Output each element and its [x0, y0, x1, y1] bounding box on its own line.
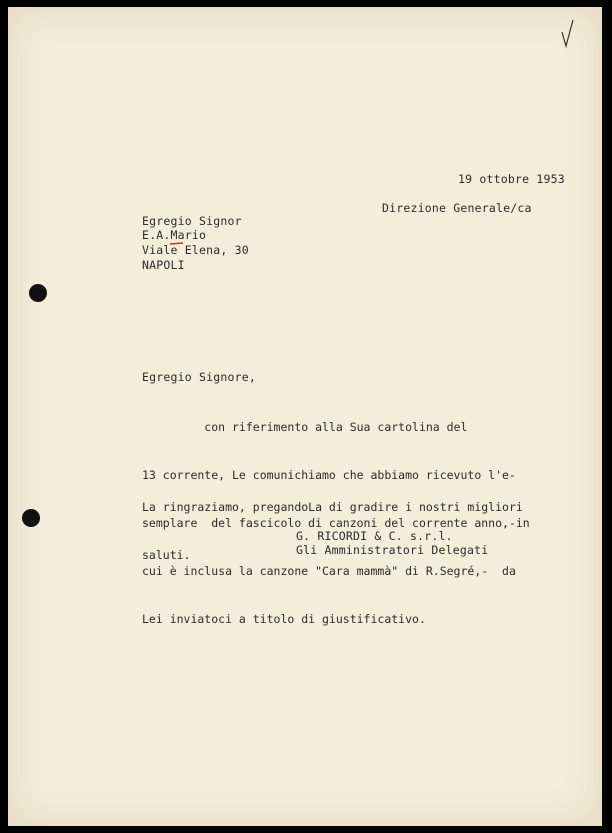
- recipient-city: NAPOLI: [142, 258, 185, 272]
- letter-reference: Direzione Generale/ca: [382, 201, 532, 215]
- recipient-street: Viale Elena, 30: [142, 243, 249, 257]
- punch-hole-top: [29, 284, 47, 302]
- red-pencil-underline: [170, 240, 184, 246]
- body-line-2: 13 corrente, Le comunichiamo che abbiamo ricevuto l'e-: [142, 468, 516, 482]
- punch-hole-bottom: [22, 509, 40, 527]
- company-name: G. RICORDI & C. s.r.l.: [296, 529, 453, 543]
- closing-line-2: saluti.: [142, 548, 191, 562]
- body-line-4: cui è inclusa la canzone "Cara mammà" di R.Segré,- da: [142, 564, 516, 578]
- check-mark-icon: [560, 18, 576, 50]
- salutation: Egregio Signore,: [142, 370, 256, 384]
- body-line-3: semplare del fascicolo di canzoni del corrente anno,-in: [142, 516, 530, 530]
- closing-line-1: La ringraziamo, pregandoLa di gradire i nostri migliori: [142, 500, 523, 514]
- closing-paragraph: [142, 467, 523, 579]
- body-line-5: Lei inviatoci a titolo di giustificativo.: [142, 612, 426, 626]
- recipient-line-1: Egregio Signor: [142, 214, 242, 228]
- recipient-name: E.A.Mario: [142, 228, 207, 242]
- body-line-1: con riferimento alla Sua cartolina del: [142, 420, 468, 434]
- signatory-title: Gli Amministratori Delegati: [296, 543, 489, 557]
- letter-date: 19 ottobre 1953: [458, 172, 565, 186]
